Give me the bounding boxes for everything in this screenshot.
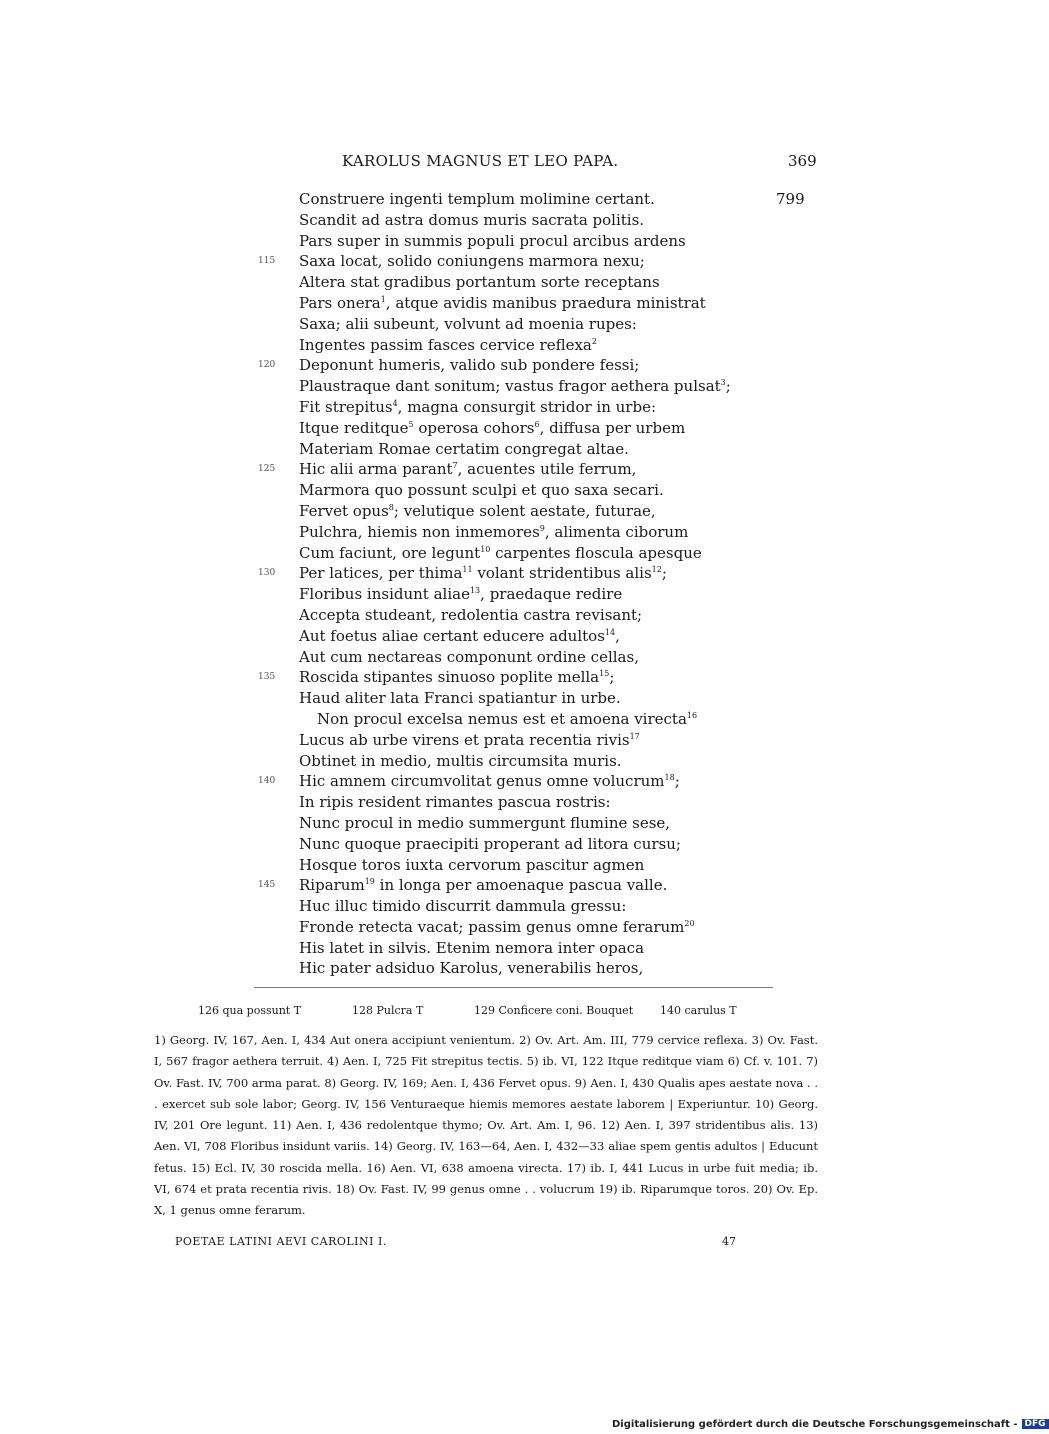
verse-line: Marmora quo possunt sculpi et quo saxa secari. <box>299 481 664 500</box>
page-header <box>0 152 1000 174</box>
verse-line: 120 Deponunt humeris, valido sub pondere fessi; <box>258 356 640 375</box>
footnote-ref: 12 <box>651 565 662 575</box>
line-number: 135 <box>258 672 276 683</box>
verse-line: Huc illuc timido discurrit dammula gressu: <box>299 897 627 916</box>
verse-line: Itque reditque$^5$ operosa cohors$^6$, diffusa per urbem <box>299 418 686 437</box>
footnote-ref: 9 <box>539 523 545 533</box>
line-number: 145 <box>258 880 276 891</box>
variant-note: 126 qua possunt T <box>198 1004 302 1017</box>
verse-line: Lucus ab urbe virens et prata recentia rivis$^{17}$ <box>299 730 640 749</box>
footnote-ref: 1 <box>380 294 386 304</box>
footnote-ref: 2 <box>591 336 597 346</box>
footnote-ref: 19 <box>364 877 375 887</box>
footnote-ref: 14 <box>604 627 616 637</box>
sheet-number: 47 <box>722 1235 736 1248</box>
running-title: KAROLUS MAGNUS ET LEO PAPA. <box>342 152 619 170</box>
verse-line: In ripis resident rimantes pascua rostris: <box>299 793 611 812</box>
verse-line: Aut cum nectareas componunt ordine cellas, <box>299 647 639 666</box>
footnote-ref: 11 <box>462 565 473 575</box>
verse-line: Saxa; alii subeunt, volvunt ad moenia rupes: <box>299 314 637 333</box>
verse-line: Scandit ad astra domus muris sacrata politis. <box>299 210 645 229</box>
verse-line: 140 Hic amnem circumvolitat genus omne volucrum$^{18}$; <box>258 772 680 791</box>
verse-line: Materiam Romae certatim congregat altae. <box>299 439 629 458</box>
footnote-ref: 4 <box>392 398 398 408</box>
digitization-credit <box>612 1419 1049 1432</box>
page-footer <box>0 1235 1000 1251</box>
margin-verse-number: 799 <box>776 190 805 208</box>
page-number: 369 <box>788 152 817 170</box>
line-number: 125 <box>258 464 276 475</box>
footnote-ref: 17 <box>629 731 640 741</box>
verse-line: 115 Saxa locat, solido coniungens marmora nexu; <box>258 252 645 271</box>
verse-line: Nunc quoque praecipiti properant ad litora cursu; <box>299 834 681 853</box>
footnote-ref: 16 <box>686 710 698 720</box>
footnote-ref: 5 <box>408 419 414 429</box>
verse-line: Fronde retecta vacat; passim genus omne ferarum$^{20}$ <box>299 917 695 936</box>
verse-line: Fit strepitus$^4$, magna consurgit stridor in urbe: <box>299 397 657 416</box>
verse-line: 135 Roscida stipantes sinuoso poplite mella$^{15}$; <box>258 668 615 687</box>
footnote-ref: 20 <box>684 918 695 928</box>
variant-note: 140 carulus T <box>660 1004 737 1017</box>
textual-variants <box>0 1004 1000 1020</box>
apparatus-divider <box>254 987 773 988</box>
verse-line: Hosque toros iuxta cervorum pascitur agmen <box>299 855 645 874</box>
verse-line: Nunc procul in medio summergunt flumine sese, <box>299 813 671 832</box>
line-number: 140 <box>258 776 276 787</box>
verse-line: Non procul excelsa nemus est et amoena virecta$^{16}$ <box>317 709 698 728</box>
footnote-ref: 6 <box>534 419 540 429</box>
verse-line: Altera stat gradibus portantum sorte receptans <box>299 273 660 292</box>
verse-line: 130 Per latices, per thima$^{11}$ volant stridentibus alis$^{12}$; <box>258 564 667 583</box>
source-footnotes <box>154 1030 818 1222</box>
series-title: POETAE LATINI AEVI CAROLINI I. <box>175 1235 387 1248</box>
verse-line: Ingentes passim fasces cervice reflexa$^2$ <box>299 335 597 354</box>
footnote-ref: 18 <box>664 773 675 783</box>
verse-line: 125 Hic alii arma parant$^7$, acuentes utile ferrum, <box>258 460 637 479</box>
verse-line: Pars super in summis populi procul arcibus ardens <box>299 231 686 250</box>
verse-line: 145 Riparum$^{19}$ in longa per amoenaque pascua valle. <box>258 876 668 895</box>
line-number: 130 <box>258 568 276 579</box>
line-number: 120 <box>258 360 276 371</box>
verse-line: Fervet opus$^8$; velutique solent aestate, futurae, <box>299 501 656 520</box>
verse-line: Accepta studeant, redolentia castra revisant; <box>299 605 643 624</box>
footnote-ref: 3 <box>720 378 726 388</box>
footnote-ref: 10 <box>480 544 491 554</box>
footnote-ref: 13 <box>469 586 481 596</box>
verse-line: Plaustraque dant sonitum; vastus fragor aethera pulsat$^3$; <box>299 377 731 396</box>
footnote-ref: 7 <box>452 461 458 471</box>
verse-line: Obtinet in medio, multis circumsita muris. <box>299 751 622 770</box>
footnote-text: 1) Georg. IV, 167, Aen. I, 434 Aut onera accipiunt venientum. 2) Ov. Art. Am. III, 779 cervice reflexa. 3) Ov. Fast. I, 567 fragor aethera terruit. 4) Aen. I, 725 Fit strepitus tectis. 5) ib. VI, 122 Itque reditque viam 6) Cf. v. 101. 7) Ov. Fast. IV, 700 arma parat. 8) Georg. IV, 169; Aen. I, 436 Fervet opus. 9) Aen. I, 430 Qualis apes aestate nova . . . exercet sub sole labor; Georg. IV, 156 Venturaeque hiemis memores aestate laborem | Experiuntur. 10) Georg. IV, 201 Ore legunt. 11) Aen. I, 436 redolentque thymo; Ov. Art. Am. I, 96. 12) Aen. I, 397 stridentibus alis. 13) Aen. VI, 708 Floribus insidunt variis. 14) Georg. IV, 163—64, Aen. I, 432—33 aliae spem gentis adultos | Educunt fetus. 15) Ecl. IV, 30 roscida mella. 16) Aen. VI, 638 amoena virecta. 17) ib. I, 441 Lucus in urbe fuit media; ib. VI, 674 et prata recentia rivis. 18) Ov. Fast. IV, 99 genus omne . . volucrum 19) ib. Riparumque toros. 20) Ov. Ep. X, 1 genus omne ferarum. <box>154 1033 818 1218</box>
variant-note: 128 Pulcra T <box>352 1004 424 1017</box>
verse-line: His latet in silvis. Etenim nemora inter opaca <box>299 938 645 957</box>
dfg-logo-icon: DFG <box>1022 1419 1049 1429</box>
verse-line: Hic pater adsiduo Karolus, venerabilis heros, <box>299 959 644 978</box>
footnote-ref: 8 <box>388 502 394 512</box>
poem-text <box>0 189 1000 979</box>
variant-note: 129 Conficere coni. Bouquet <box>474 1004 634 1017</box>
verse-line: Floribus insidunt aliae$^{13}$, praedaque redire <box>299 585 623 604</box>
verse-line: Aut foetus aliae certant educere adultos$^{14}$, <box>299 626 620 645</box>
footnote-ref: 15 <box>599 669 610 679</box>
credit-text: Digitalisierung gefördert durch die Deutsche Forschungsgemeinschaft - <box>612 1419 1018 1430</box>
verse-line: Haud aliter lata Franci spatiantur in urbe. <box>299 689 621 708</box>
verse-line: Cum faciunt, ore legunt$^{10}$ carpentes flosculа apesque <box>299 543 702 562</box>
verse-line: Construere ingenti templum molimine certant. 799 <box>299 190 805 208</box>
line-number: 115 <box>258 256 276 267</box>
verse-line: Pulchra, hiemis non inmemores$^9$, alimenta ciborum <box>299 522 689 541</box>
verse-line: Pars onera$^1$, atque avidis manibus praedura ministrat <box>299 293 706 312</box>
